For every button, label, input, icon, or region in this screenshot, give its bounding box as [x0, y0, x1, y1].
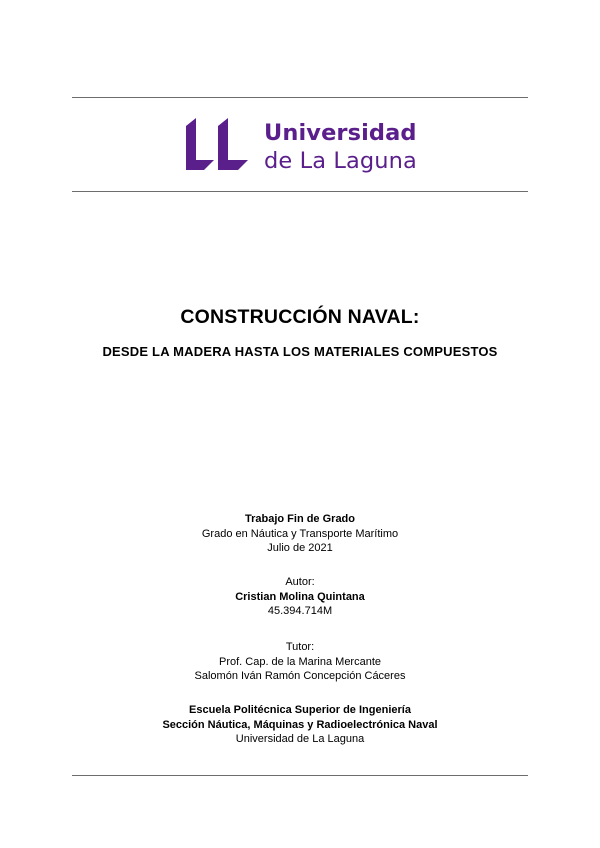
author-id: 45.394.714M	[267, 605, 333, 617]
section-name: Sección Náutica, Máquinas y Radioelectrónica Naval	[162, 718, 438, 731]
logo-line-universidad: Universidad	[264, 120, 417, 146]
logo-line-la-laguna: de La Laguna	[264, 148, 417, 174]
tutor-title: Prof. Cap. de la Marina Mercante	[218, 655, 382, 668]
university-name: Universidad de La Laguna	[235, 733, 365, 745]
tutor-label: Tutor:	[285, 641, 315, 653]
document-title: CONSTRUCCIÓN NAVAL:	[180, 306, 420, 328]
author-info	[0, 575, 600, 619]
degree-name: Grado en Náutica y Transporte Marítimo	[201, 527, 399, 540]
university-logo	[186, 118, 426, 174]
submission-date: Julio de 2021	[267, 542, 333, 554]
ull-emblem-icon	[186, 118, 250, 170]
bottom-divider	[72, 775, 528, 776]
work-info	[0, 512, 600, 556]
author-name: Cristian Molina Quintana	[235, 590, 365, 603]
document-subtitle: DESDE LA MADERA HASTA LOS MATERIALES COMPUESTOS	[102, 344, 498, 359]
header-divider	[72, 191, 528, 192]
institution-info	[0, 703, 600, 747]
tutor-info	[0, 640, 600, 684]
work-type: Trabajo Fin de Grado	[244, 513, 356, 525]
school-name: Escuela Politécnica Superior de Ingeniería	[189, 704, 411, 716]
author-label: Autor:	[285, 576, 315, 588]
logo-wordmark	[264, 119, 417, 175]
tutor-name: Salomón Iván Ramón Concepción Cáceres	[194, 670, 406, 682]
top-divider	[72, 97, 528, 98]
